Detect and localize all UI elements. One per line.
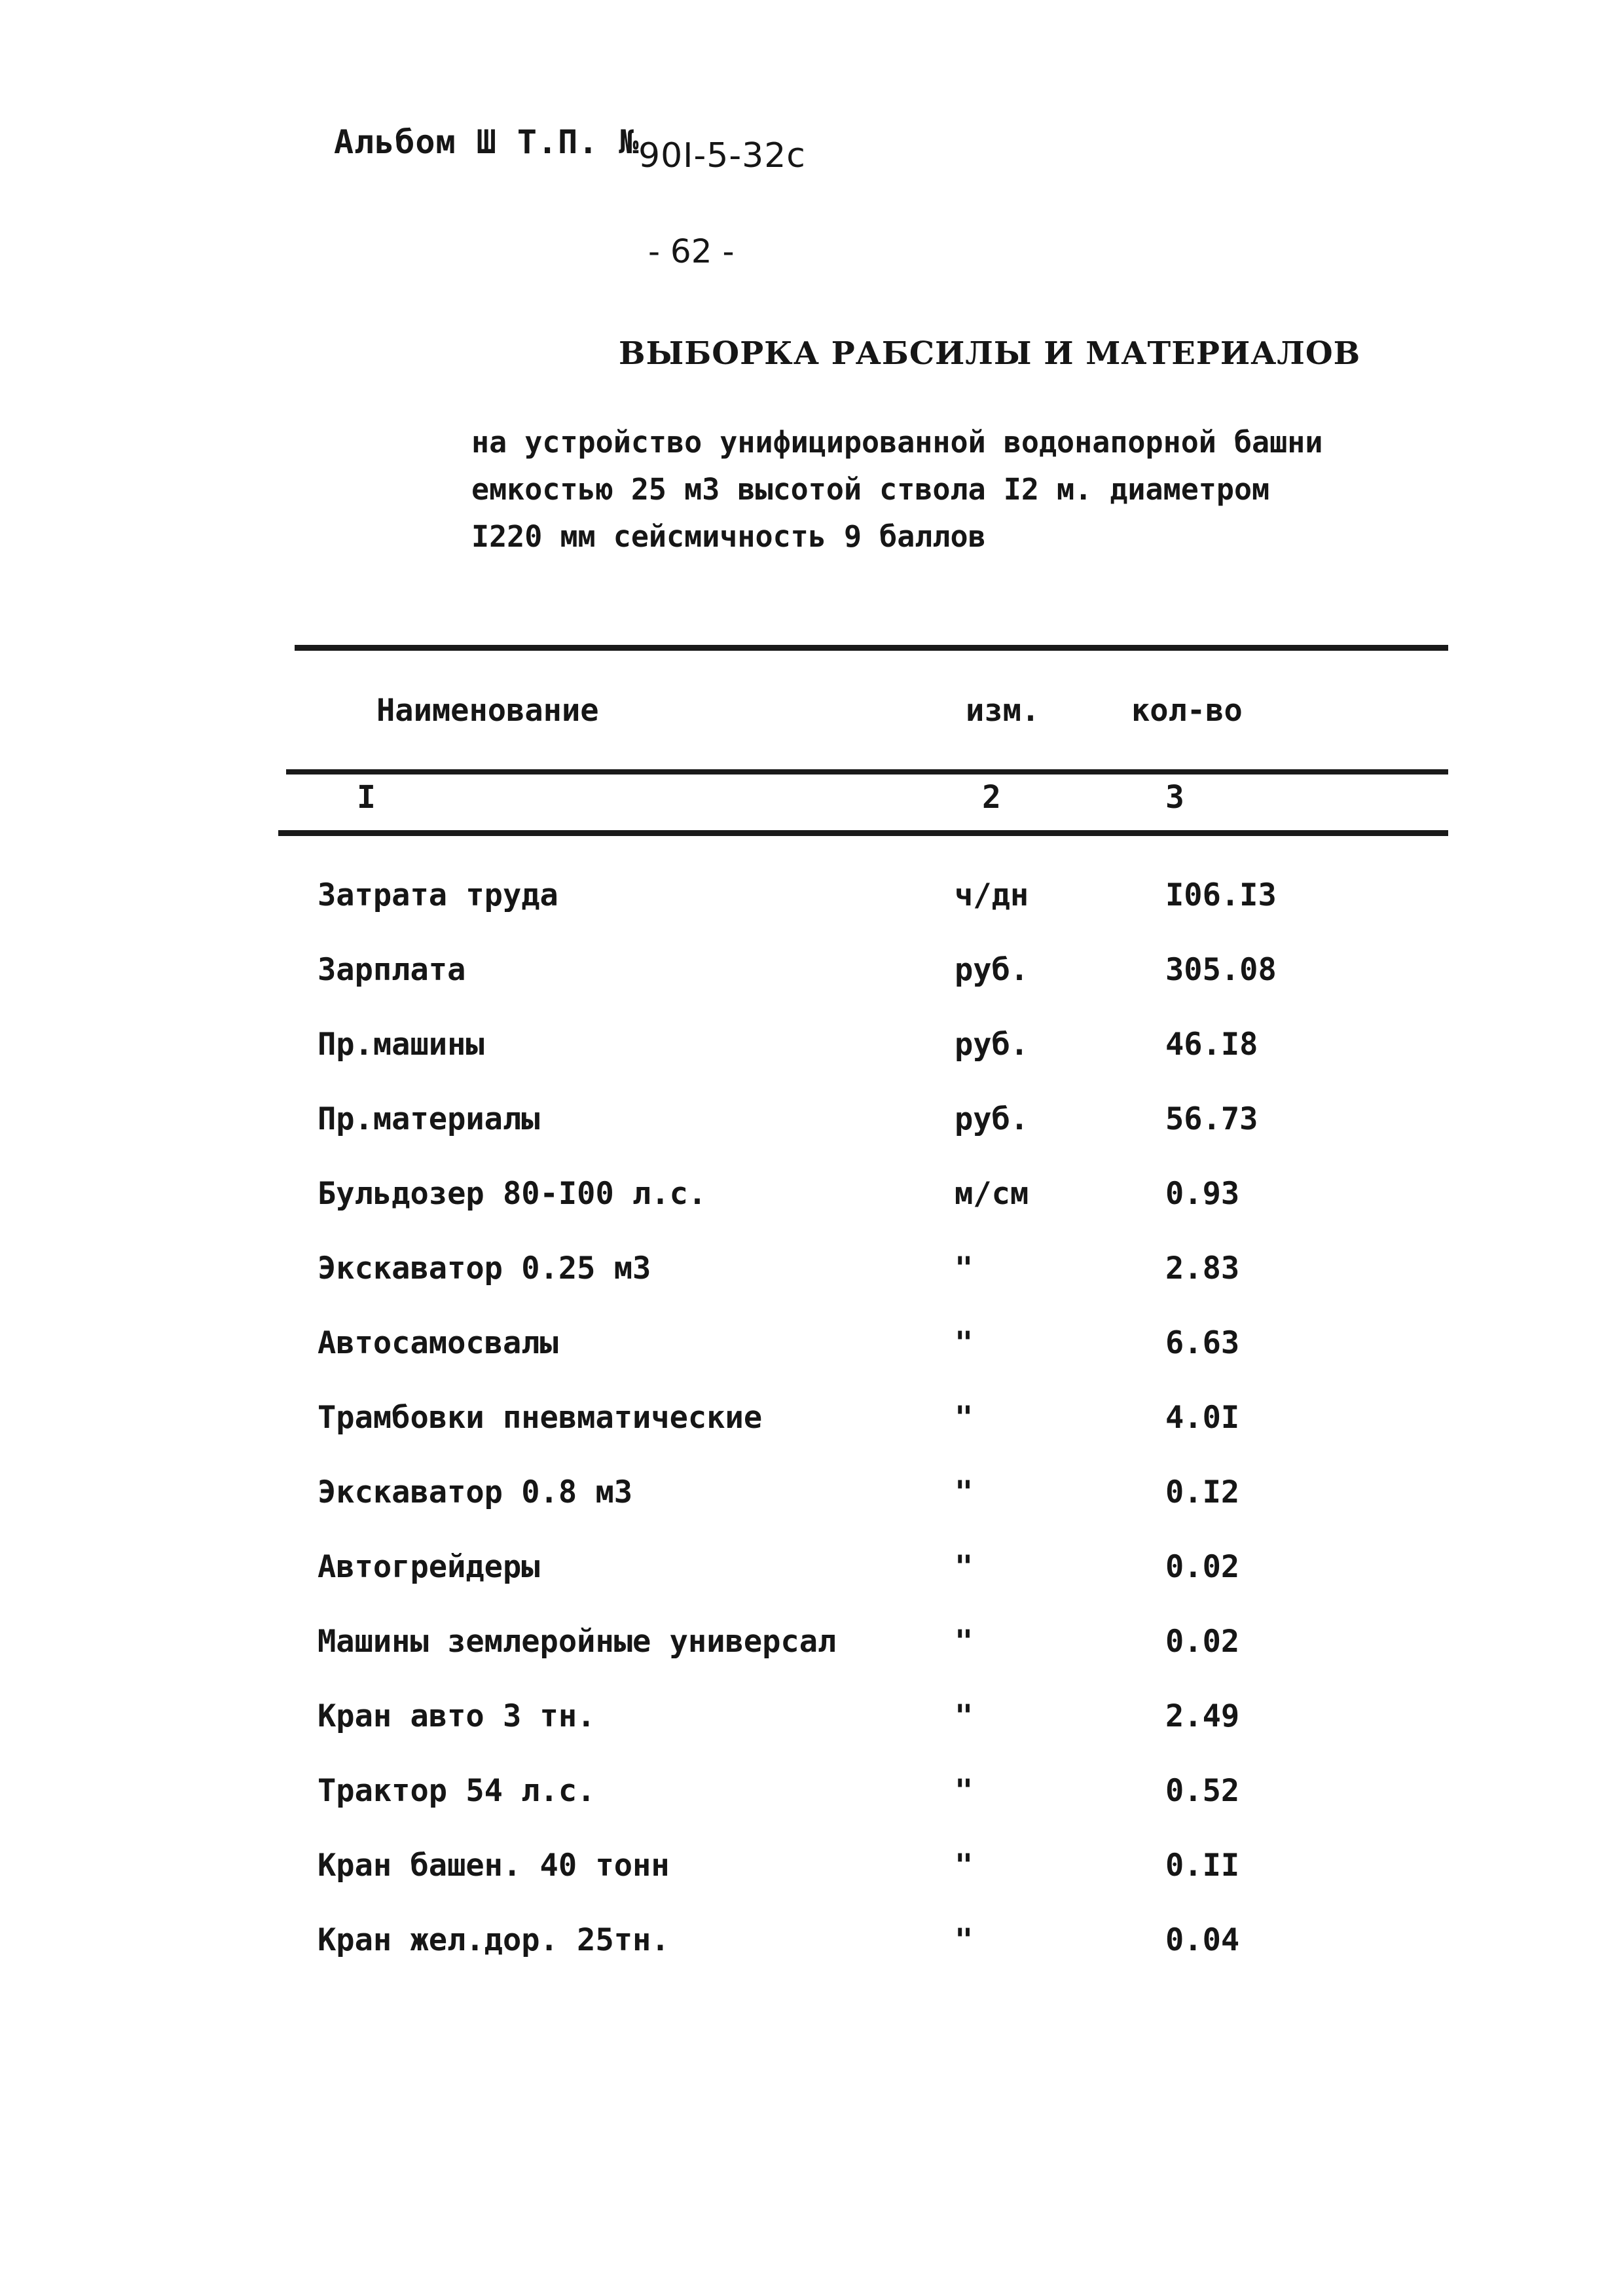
table-row (0, 1400, 1623, 1474)
table-row (0, 1624, 1623, 1698)
album-number: 90I-5-32с (638, 136, 806, 175)
row-quantity: 0.I2 (1165, 1474, 1240, 1510)
row-name: Экскаватор 0.25 м3 (318, 1250, 651, 1286)
column-number-2: 2 (982, 779, 1001, 816)
row-unit: " (955, 1773, 974, 1809)
document-title: ВЫБОРКА РАБСИЛЫ И МАТЕРИАЛОВ (619, 335, 1361, 372)
table-row (0, 1922, 1623, 1997)
row-unit: " (955, 1325, 974, 1361)
table-row (0, 1848, 1623, 1922)
row-name: Кран башен. 40 тонн (318, 1848, 670, 1884)
column-number-1: I (357, 779, 376, 816)
subtitle-line: I220 мм сейсмичность 9 баллов (471, 519, 986, 554)
row-unit: руб. (955, 1027, 1029, 1063)
row-quantity: 0.02 (1165, 1624, 1240, 1660)
row-unit: " (955, 1624, 974, 1660)
row-unit: " (955, 1250, 974, 1286)
row-name: Автосамосвалы (318, 1325, 558, 1361)
row-name: Пр.машины (318, 1027, 484, 1063)
table-row (0, 1698, 1623, 1773)
row-quantity: 0.52 (1165, 1773, 1240, 1809)
table-top-rule (295, 645, 1448, 651)
table-column-numbers-rule (278, 830, 1448, 836)
table-row (0, 1101, 1623, 1176)
table-row (0, 1325, 1623, 1400)
row-quantity: 2.83 (1165, 1250, 1240, 1286)
row-unit: ч/дн (955, 877, 1029, 913)
header-unit: изм. (966, 693, 1040, 729)
row-quantity: 305.08 (1165, 952, 1277, 988)
table-row (0, 1176, 1623, 1250)
row-unit: м/см (955, 1176, 1029, 1212)
table-header-rule (286, 769, 1448, 774)
row-name: Бульдозер 80-I00 л.с. (318, 1176, 707, 1212)
table-row (0, 1027, 1623, 1101)
subtitle-line: на устройство унифицированной водонапорной башни (471, 425, 1323, 460)
row-name: Затрата труда (318, 877, 558, 913)
subtitle-line: емкостью 25 м3 высотой ствола I2 м. диаметром (471, 472, 1270, 507)
row-name: Машины землеройные универсал (318, 1624, 837, 1660)
row-quantity: 46.I8 (1165, 1027, 1258, 1063)
row-name: Автогрейдеры (318, 1549, 540, 1585)
table-body (0, 877, 1623, 1997)
table-row (0, 1250, 1623, 1325)
row-name: Зарплата (318, 952, 466, 988)
row-name: Кран жел.дор. 25тн. (318, 1922, 670, 1958)
row-unit: " (955, 1474, 974, 1510)
document-subtitle (471, 419, 1322, 560)
album-label: Альбом Ш Т.П. № (334, 123, 640, 161)
row-quantity: 0.II (1165, 1848, 1240, 1884)
row-unit: " (955, 1848, 974, 1884)
table-row (0, 952, 1623, 1027)
table-row (0, 1773, 1623, 1848)
row-quantity: 2.49 (1165, 1698, 1240, 1734)
row-quantity: I06.I3 (1165, 877, 1277, 913)
table-row (0, 1474, 1623, 1549)
column-number-3: 3 (1165, 779, 1184, 816)
row-name: Экскаватор 0.8 м3 (318, 1474, 633, 1510)
header-name: Наименование (376, 693, 599, 729)
row-quantity: 0.04 (1165, 1922, 1240, 1958)
header-quantity: кол-во (1131, 693, 1243, 729)
row-quantity: 56.73 (1165, 1101, 1258, 1137)
row-quantity: 6.63 (1165, 1325, 1240, 1361)
row-name: Трактор 54 л.с. (318, 1773, 596, 1809)
row-name: Пр.материалы (318, 1101, 540, 1137)
row-quantity: 0.02 (1165, 1549, 1240, 1585)
row-quantity: 4.0I (1165, 1400, 1240, 1436)
row-unit: " (955, 1922, 974, 1958)
page-number: - 62 - (648, 232, 735, 270)
row-name: Кран авто 3 тн. (318, 1698, 596, 1734)
row-unit: " (955, 1400, 974, 1436)
row-unit: " (955, 1549, 974, 1585)
row-unit: " (955, 1698, 974, 1734)
row-unit: руб. (955, 952, 1029, 988)
row-unit: руб. (955, 1101, 1029, 1137)
table-row (0, 877, 1623, 952)
row-quantity: 0.93 (1165, 1176, 1240, 1212)
row-name: Трамбовки пневматические (318, 1400, 763, 1436)
table-row (0, 1549, 1623, 1624)
